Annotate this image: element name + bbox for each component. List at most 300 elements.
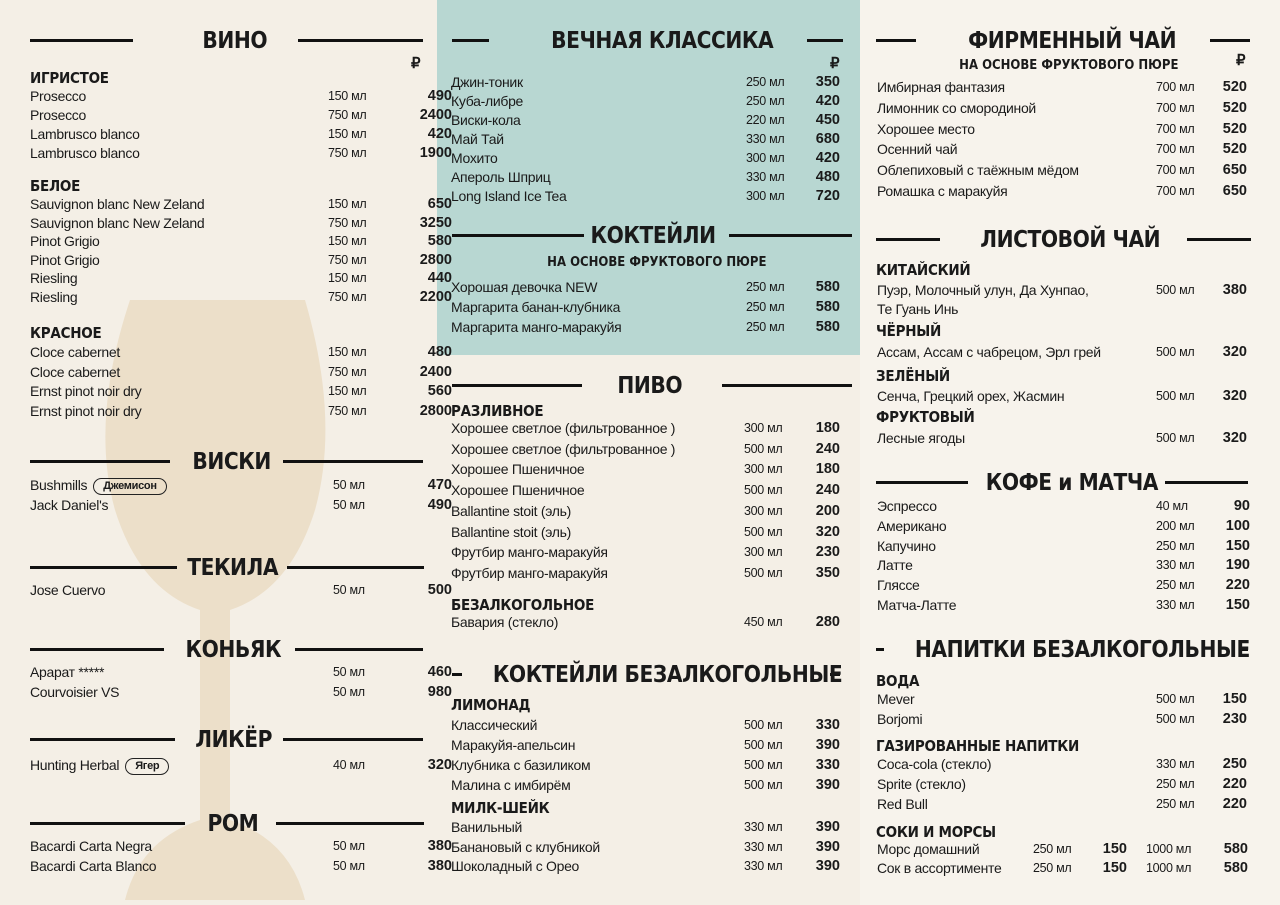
wine-rule-right: [298, 39, 423, 42]
beer-draft-item-volume: 300 мл: [744, 545, 783, 560]
classic-item-label: Мохито: [451, 150, 498, 166]
coffee-rule-right: [1165, 481, 1248, 484]
white-wine-item-label: Pinot Grigio: [30, 251, 100, 268]
signaturetea-title: ФИРМЕННЫЙ ЧАЙ: [968, 28, 1177, 54]
classic-item-price: 680: [815, 131, 840, 147]
liqueur-item-label: Hunting Herbal: [30, 757, 120, 773]
signaturetea-item-label: Лимонник со смородиной: [877, 99, 1036, 116]
milkshake-item-label: Шоколадный с Орео: [451, 858, 580, 874]
signaturetea-item-volume: 700 мл: [1156, 80, 1195, 94]
lemonade-item: [451, 737, 840, 756]
classic-item-price: 420: [815, 150, 840, 166]
lemonade-item: [451, 717, 840, 736]
classic-item-name: [451, 188, 566, 204]
signaturetea-item: [877, 183, 1247, 202]
coffee-item-label: Гляссе: [877, 577, 920, 594]
milkshake-item-price: 390: [815, 838, 840, 855]
red-wine-item-label: Cloce cabernet: [30, 363, 120, 380]
lemonade-item-volume: 500 мл: [744, 738, 783, 752]
beer-draft-item: [451, 544, 840, 563]
cocktails-item-label: Хорошая девочка NEW: [451, 279, 598, 295]
beer-draft-item-price: 200: [815, 502, 840, 519]
rum-item-volume: 50 мл: [333, 839, 365, 853]
coffee-item: [877, 518, 1250, 537]
tequila-item-name: [30, 582, 105, 598]
softcocktails-rule-left: [452, 673, 462, 676]
coffee-item-label: Капучино: [877, 537, 936, 554]
cognac-item-price: 980: [427, 684, 452, 700]
beer-draft-item: [451, 482, 840, 501]
milkshake-item-label: Банановый с клубникой: [451, 838, 600, 855]
beer-title: ПИВО: [617, 373, 682, 399]
tequila-item-volume: 50 мл: [333, 583, 365, 597]
classic-item: [451, 93, 840, 112]
milkshake-item-label: Ванильный: [451, 819, 523, 835]
coffee-rule-left: [876, 481, 968, 484]
milkshake-item-price: 390: [815, 819, 840, 835]
white-wine-item-volume: 750 мл: [328, 215, 367, 230]
liqueur-item-badge: Ягер: [125, 758, 169, 775]
rum-item-price: 380: [427, 858, 452, 874]
sparkling-item-price: 490: [427, 88, 452, 104]
soda-item-name: [877, 796, 928, 812]
signaturetea-item-name: [877, 183, 1007, 199]
sparkling-title: ИГРИСТОЕ: [30, 69, 109, 87]
sparkling-item-label: Prosecco: [30, 88, 86, 104]
soda-item-price: 220: [1222, 796, 1247, 812]
coffee-item: [877, 597, 1250, 616]
lemonade-item-label: Малина с имбирём: [451, 777, 571, 793]
beer-rule-left: [452, 384, 582, 387]
signaturetea-item-name: [877, 100, 1036, 116]
lemonade-item: [451, 777, 840, 796]
red-wine-item: [30, 383, 452, 402]
lemonade-item-volume: 500 мл: [744, 718, 783, 732]
milkshake-item-name: [451, 819, 522, 835]
beer-draft-item-label: Ballantine stoit (эль): [451, 502, 571, 519]
black-tea-text: Ассам, Ассам с чабрецом, Эрл грей: [877, 344, 1101, 360]
classic-item-label: Куба-либре: [451, 93, 524, 109]
black-tea-title: ЧЁРНЫЙ: [876, 322, 941, 340]
coffee-item-label: Американо: [877, 517, 947, 534]
coffee-item-volume: 330 мл: [1156, 558, 1195, 573]
coffee-item-name: [877, 557, 913, 573]
juice-item: [877, 860, 1257, 879]
milkshake-item-volume: 330 мл: [744, 820, 783, 834]
classic-item-price: 420: [815, 93, 840, 109]
milkshake-item-volume: 330 мл: [744, 839, 783, 854]
leaftea-rule-left: [876, 238, 940, 241]
coffee-item-volume: 40 мл: [1156, 499, 1188, 513]
beer-draft-item-name: [451, 482, 584, 498]
water-item-volume: 500 мл: [1156, 711, 1195, 726]
liqueur-header: [0, 727, 437, 757]
beer-draft-item-label: Фрутбир манго-маракуйя: [451, 564, 608, 581]
coffee-item-price: 150: [1225, 597, 1250, 613]
water-title: ВОДА: [876, 672, 920, 690]
classic-item-volume: 330 мл: [746, 170, 785, 184]
milkshake-item: [451, 819, 840, 838]
white-wine-item-volume: 750 мл: [328, 290, 367, 304]
signaturetea-item-label: Облепиховый с таёжным мёдом: [877, 162, 1079, 179]
chinese-tea: [877, 282, 1247, 301]
classic-item: [451, 188, 840, 207]
white-wine-item-label: Riesling: [30, 289, 78, 305]
sparkling-item: [30, 126, 452, 145]
juice-item-price-large: 580: [1223, 841, 1248, 857]
cognac-item-name: [30, 664, 104, 680]
white-wine-item-name: [30, 252, 100, 268]
fruit-tea-title: ФРУКТОВЫЙ: [876, 408, 975, 426]
soda-item: [877, 776, 1247, 795]
soda-item: [877, 756, 1247, 775]
cognac-item-volume: 50 мл: [333, 685, 365, 699]
coffee-item-volume: 200 мл: [1156, 518, 1195, 533]
red-wine-item-price: 560: [427, 383, 452, 399]
whisky-item: [30, 497, 452, 516]
whisky-item-label: Bushmills: [30, 477, 88, 493]
coffee-item-label: Эспрессо: [877, 498, 937, 514]
water-item-label: Borjomi: [877, 710, 923, 727]
cocktails-header: [437, 223, 860, 253]
milkshake-item-name: [451, 858, 579, 874]
whisky-item-price: 470: [427, 477, 452, 493]
red-wine-item-price: 480: [427, 344, 452, 360]
sparkling-item-volume: 150 мл: [328, 127, 367, 141]
coffee-header: [860, 470, 1280, 500]
beer-draft-item-price: 180: [815, 461, 840, 478]
soda-item-volume: 330 мл: [1156, 757, 1195, 771]
signaturetea-item-label: Хорошее место: [877, 120, 975, 137]
classic-item: [451, 112, 840, 131]
juice-item-volume-small: 250 мл: [1033, 842, 1072, 856]
classic-item-volume: 250 мл: [746, 94, 785, 108]
signaturetea-header: [860, 28, 1280, 58]
signaturetea-rule-left: [876, 39, 916, 42]
softdrinks-rule-left: [876, 648, 884, 651]
sparkling-item-volume: 750 мл: [328, 108, 367, 122]
white-wine-item-price: 3250: [419, 214, 452, 231]
white-wine-item-name: [30, 196, 204, 212]
lemonade-item-price: 330: [815, 717, 840, 733]
whisky-header: [0, 449, 437, 479]
red-wine-item-volume: 150 мл: [328, 384, 367, 398]
tequila-header: [0, 555, 437, 585]
red-wine-item-volume: 150 мл: [328, 345, 367, 359]
white-wine-item: [30, 215, 452, 234]
cocktails-item-price: 580: [815, 319, 840, 335]
soda-item: [877, 796, 1247, 815]
lemonade-item-volume: 500 мл: [744, 758, 783, 772]
red-wine-item-volume: 750 мл: [328, 403, 367, 418]
beer-nonalc-item-price: 280: [815, 614, 840, 630]
beer-draft-item-volume: 500 мл: [744, 524, 783, 539]
beer-draft-item: [451, 565, 840, 584]
rum-item: [30, 858, 452, 877]
liqueur-title: ЛИКЁР: [194, 727, 272, 753]
coffee-item: [877, 557, 1250, 576]
lemonade-item: [451, 757, 840, 776]
beer-draft-item-name: [451, 524, 571, 540]
classic-item: [451, 169, 840, 188]
leaftea-header: [860, 227, 1280, 257]
beer-draft-item-price: 350: [815, 564, 840, 581]
red-wine-item: [30, 403, 452, 422]
red-wine-item-name: [30, 383, 142, 399]
rum-rule-left: [30, 822, 185, 825]
tequila-rule-left: [30, 566, 177, 569]
red-wine-item-price: 2400: [419, 363, 452, 380]
juice-item-volume-large: 1000 мл: [1146, 842, 1192, 856]
lemonade-item-name: [451, 777, 570, 793]
beer-draft-item-volume: 300 мл: [744, 462, 783, 477]
beer-draft-item-volume: 500 мл: [744, 565, 783, 580]
signaturetea-item-volume: 700 мл: [1156, 100, 1195, 115]
beer-draft-item-label: Хорошее Пшеничное: [451, 482, 585, 499]
cocktails-item: [451, 299, 840, 318]
lemonade-title: ЛИМОНАД: [451, 696, 531, 714]
signaturetea-item-price: 520: [1222, 141, 1247, 158]
beer-draft-item-name: [451, 420, 675, 436]
classic-rule-left: [452, 39, 489, 42]
coffee-item-price: 100: [1225, 517, 1250, 534]
sparkling-item-price: 1900: [419, 145, 452, 161]
classic-item-volume: 220 мл: [746, 113, 785, 127]
signaturetea-item-volume: 700 мл: [1156, 184, 1195, 198]
beer-draft-item: [451, 524, 840, 543]
lemonade-item-name: [451, 717, 537, 733]
cognac-rule-right: [295, 648, 423, 651]
signaturetea-item-name: [877, 121, 975, 137]
classic-item-label: Май Тай: [451, 131, 504, 147]
tequila-rule-right: [287, 566, 424, 569]
signaturetea-item-price: 650: [1222, 183, 1247, 199]
milkshake-item-name: [451, 839, 600, 855]
classic-title: ВЕЧНАЯ КЛАССИКА: [551, 28, 774, 54]
white-wine-item-price: 580: [427, 233, 452, 250]
soda-item-volume: 250 мл: [1156, 777, 1195, 791]
white-wine-item-name: [30, 270, 77, 286]
coffee-item-name: [877, 538, 936, 554]
rum-item: [30, 838, 452, 857]
juice-item-price-small: 150: [1102, 860, 1127, 876]
water-item-name: [877, 711, 922, 727]
beer-draft-item-label: Ballantine stoit (эль): [451, 523, 571, 540]
wine-title: ВИНО: [202, 28, 267, 54]
beer-nonalc-item-label: Бавария (стекло): [451, 614, 559, 630]
classic-item-volume: 300 мл: [746, 189, 785, 203]
wine-header: [0, 28, 437, 58]
softcocktails-title: КОКТЕЙЛИ БЕЗАЛКОГОЛЬНЫЕ: [493, 662, 843, 688]
beer-draft-item-name: [451, 461, 584, 477]
soda-title: ГАЗИРОВАННЫЕ НАПИТКИ: [876, 737, 1080, 755]
classic-item-price: 720: [815, 188, 840, 204]
sparkling-item-volume: 750 мл: [328, 146, 367, 160]
signaturetea-item-volume: 700 мл: [1156, 163, 1195, 178]
classic-item-volume: 250 мл: [746, 75, 785, 89]
classic-item-price: 350: [815, 74, 840, 90]
beer-draft-item: [451, 441, 840, 460]
coffee-item-label: Латте: [877, 557, 913, 574]
white-wine-item-price: 2800: [419, 251, 452, 268]
white-wine-item-volume: 150 мл: [328, 271, 367, 286]
beer-rule-right: [722, 384, 852, 387]
sparkling-item-name: [30, 88, 86, 104]
whisky-item-name: [30, 497, 108, 513]
red-wine-title: КРАСНОЕ: [30, 324, 102, 342]
classic-item-name: [451, 112, 520, 128]
water-item-volume: 500 мл: [1156, 692, 1195, 706]
beer-draft-title: РАЗЛИВНОЕ: [451, 402, 544, 420]
beer-draft-item-label: Хорошее светлое (фильтрованное ): [451, 440, 676, 457]
signaturetea-item-volume: 700 мл: [1156, 121, 1195, 136]
cocktails-item-name: [451, 319, 621, 335]
black-tea-price: 320: [1222, 344, 1247, 360]
classic-item-name: [451, 150, 498, 166]
milkshake-item: [451, 839, 840, 858]
rum-title: РОМ: [207, 811, 258, 837]
whisky-rule-right: [283, 460, 423, 463]
soda-item-label: Coca-cola (стекло): [877, 756, 992, 772]
white-wine-item: [30, 270, 452, 289]
cocktails-item-volume: 250 мл: [746, 320, 785, 334]
sparkling-item-name: [30, 145, 140, 161]
liqueur-item-volume: 40 мл: [333, 758, 365, 772]
classic-item-label: Виски-кола: [451, 112, 521, 128]
red-wine-item-name: [30, 344, 120, 360]
tequila-item-label: Jose Cuervo: [30, 582, 106, 598]
cognac-rule-left: [30, 648, 164, 651]
lemonade-item-label: Маракуйя-апельсин: [451, 737, 576, 753]
beer-draft-item-price: 180: [815, 420, 840, 436]
cocktails-item-label: Маргарита банан-клубника: [451, 299, 621, 315]
rum-item-price: 380: [427, 838, 452, 854]
white-wine-item-price: 440: [427, 270, 452, 287]
sparkling-item-label: Lambrusco blanco: [30, 145, 140, 161]
soda-item-label: Red Bull: [877, 796, 928, 812]
beer-nonalc-item-name: [451, 614, 558, 630]
cognac-item: [30, 684, 452, 703]
juice-item-name: Морс домашний: [877, 841, 980, 857]
rum-item-label: Bacardi Carta Negra: [30, 838, 152, 854]
cognac-item: [30, 664, 452, 683]
signaturetea-item-price: 650: [1222, 162, 1247, 179]
soda-item-name: [877, 756, 991, 772]
softdrinks-title: НАПИТКИ БЕЗАЛКОГОЛЬНЫЕ: [915, 637, 1251, 663]
juice-item-volume-small: 250 мл: [1033, 861, 1072, 875]
coffee-item: [877, 538, 1250, 557]
lemonade-item-label: Клубника с базиликом: [451, 757, 591, 773]
chinese-tea-volume: 500 мл: [1156, 283, 1195, 297]
coffee-item-volume: 250 мл: [1156, 578, 1195, 593]
beer-draft-item-volume: 300 мл: [744, 503, 783, 518]
beer-header: [437, 373, 860, 403]
white-wine-item-name: [30, 289, 77, 305]
signaturetea-item: [877, 121, 1247, 140]
leaftea-title: ЛИСТОВОЙ ЧАЙ: [980, 227, 1161, 253]
coffee-item-volume: 250 мл: [1156, 538, 1195, 553]
lemonade-item-price: 390: [815, 777, 840, 793]
lemonade-item-price: 330: [815, 757, 840, 773]
beer-draft-item: [451, 420, 840, 439]
beer-draft-item: [451, 503, 840, 522]
signaturetea-item-label: Осенний чай: [877, 141, 958, 158]
juice-item-price-small: 150: [1102, 841, 1127, 857]
signaturetea-item-name: [877, 162, 1079, 178]
white-wine-item: [30, 252, 452, 271]
beer-draft-item-price: 320: [815, 523, 840, 540]
tequila-item: [30, 582, 452, 601]
red-wine-item-volume: 750 мл: [328, 364, 367, 379]
rum-item-name: [30, 838, 152, 854]
signaturetea-item: [877, 162, 1247, 181]
softdrinks-header: [860, 637, 1280, 667]
wine-currency: ₽: [411, 55, 421, 72]
cocktails-item-label: Маргарита манго-маракуйя: [451, 319, 622, 335]
sparkling-item-label: Prosecco: [30, 107, 86, 123]
chinese-tea-title: КИТАЙСКИЙ: [876, 261, 971, 279]
classic-currency: ₽: [830, 55, 840, 72]
coffee-item-price: 220: [1225, 577, 1250, 594]
whisky-title: ВИСКИ: [192, 449, 271, 475]
white-wine-item-label: Pinot Grigio: [30, 233, 100, 250]
juice-item-name: Сок в ассортименте: [877, 860, 1002, 876]
rum-item-label: Bacardi Carta Blanco: [30, 858, 157, 874]
soda-item-volume: 250 мл: [1156, 797, 1195, 811]
soda-item-price: 250: [1222, 756, 1247, 772]
signaturetea-item-label: Имбирная фантазия: [877, 79, 1005, 95]
juice-item: [877, 841, 1257, 860]
signaturetea-item-price: 520: [1222, 99, 1247, 116]
cocktails-item: [451, 319, 840, 338]
signaturetea-item: [877, 100, 1247, 119]
sparkling-item: [30, 107, 452, 126]
classic-item-price: 450: [815, 112, 840, 128]
lemonade-item-volume: 500 мл: [744, 778, 783, 792]
water-item-price: 150: [1222, 691, 1247, 707]
signaturetea-item-name: [877, 79, 1005, 95]
tea-currency: ₽: [1236, 52, 1246, 69]
beer-draft-item-volume: 500 мл: [744, 441, 783, 456]
red-wine-item: [30, 344, 452, 363]
green-tea-volume: 500 мл: [1156, 389, 1195, 403]
red-wine-item-name: [30, 403, 142, 419]
white-wine-item-volume: 750 мл: [328, 252, 367, 267]
beer-draft-item-price: 230: [815, 544, 840, 561]
sparkling-item-name: [30, 126, 140, 142]
lemonade-item-label: Классический: [451, 717, 538, 733]
sparkling-item-label: Lambrusco blanco: [30, 126, 140, 142]
cocktails-rule-right: [729, 234, 852, 237]
cocktails-rule-left: [452, 234, 584, 237]
coffee-item-price: 90: [1233, 498, 1250, 514]
green-tea-price: 320: [1222, 388, 1247, 404]
sparkling-item: [30, 145, 452, 164]
beer-draft-item-label: Фрутбир манго-маракуйя: [451, 544, 608, 561]
white-wine-item: [30, 289, 452, 308]
signaturetea-item: [877, 79, 1247, 98]
fruit-tea-text: Лесные ягоды: [877, 430, 965, 446]
soda-item-name: [877, 776, 966, 792]
classic-item-label: Апероль Шприц: [451, 169, 551, 185]
beer-draft-item-price: 240: [815, 482, 840, 499]
red-wine-item-label: Cloce cabernet: [30, 344, 120, 360]
whisky-item-price: 490: [427, 497, 452, 513]
beer-draft-item-label: Хорошее светлое (фильтрованное ): [451, 420, 676, 436]
classic-item-volume: 330 мл: [746, 132, 785, 146]
beer-draft-item-name: [451, 544, 608, 560]
soda-item-price: 220: [1222, 776, 1247, 792]
